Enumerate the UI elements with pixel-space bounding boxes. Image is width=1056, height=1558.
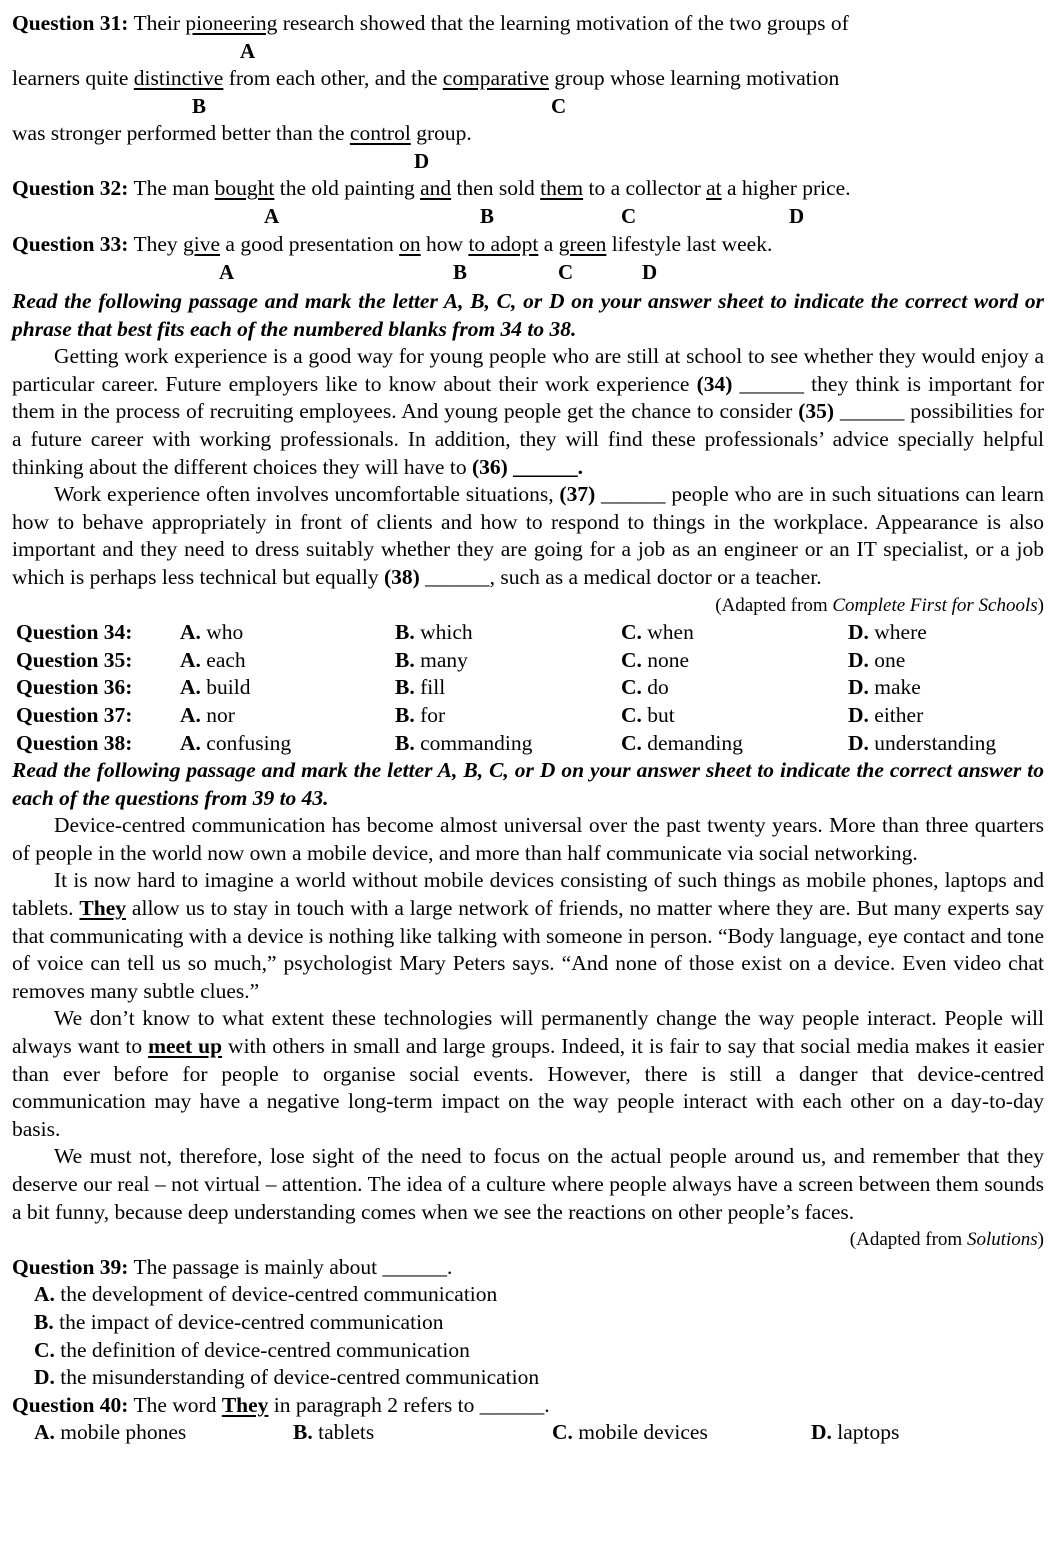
q33-letter-a: A [219,260,235,284]
q32-letter-d: D [789,204,805,228]
q31-option-a: pioneering [185,11,278,35]
q33-option-b: on [399,232,421,256]
cloze-source: (Adapted from Complete First for Schools) [715,594,1044,616]
cloze-section [12,288,1044,1447]
referent-they: They [79,896,127,921]
q31-letter-d: D [414,149,430,173]
q33-option-a: give [183,232,221,256]
q32-letter-c: C [621,204,637,228]
q31-letter-b: B [192,94,207,118]
phrase-meet-up: meet up [148,1034,223,1059]
reading-source: (Adapted from Solutions) [849,1229,1044,1251]
q40-option-d: D. laptops [811,1420,900,1445]
reading-paragraph-1: Device-centred communication has become almost universal over the past twenty years. More than three quarters of people in the world now own a mobile device, and more than half communicate via social networking. [12,813,1044,865]
q33-letter-b: B [453,260,468,284]
q31-option-d: control [349,121,411,145]
q39-option-c: C. the definition of device-centred communication [34,1337,470,1362]
cloze-options-table [12,619,1044,757]
instruction-reading: Read the following passage and mark the letter A, B, C, or D on your answer sheet to indicate the correct answer to each of the questions from 39 to 43. [12,758,1044,810]
options-row-36: Question 36: A. build B. fill C. do D. make [16,675,921,700]
q32-letter-b: B [480,204,495,228]
reading-paragraph-2: It is now hard to imagine a world without mobile devices consisting of such things as mobile phones, laptops and tablets. They allow us to stay in touch with a large network of friends, no matter where they are. But many experts say that communicating with a device is nothing like talking with someone in person. “Body language, eye contact and tone of voice can tell us so much,” psychologist Mary Peters says. “And none of those exist on a device. Even video chat removes many subtle clues.” [12,868,1044,1003]
question-39 [12,1254,1044,1392]
q32-option-c: them [540,176,584,200]
q39-option-b: B. the impact of device-centred communication [34,1309,444,1334]
q33-line: Question 33: They give a good presentation on how to adopt a green lifestyle last week. [12,232,773,256]
cloze-paragraph-1: Getting work experience is a good way for young people who are still at school to see whether they would enjoy a particular career. Future employers like to know about their work experience (34) ______ they think is important for them in the process of recruiting employees. And young people get the chance to consider (35) ______ possibilities for a future career with working professionals. In addition, they will find these professionals’ advice specially helpful thinking about the different choices they will have to (36) ______. [12,344,1044,479]
reading-paragraph-4: We must not, therefore, lose sight of the need to focus on the actual people around us, and remember that they deserve our real – not virtual – attention. The idea of a culture where people always have a screen between them sounds a bit funny, because deep understanding comes when we see the reactions on other people’s faces. [12,1144,1044,1224]
q31-option-c: comparative [442,66,550,90]
q32-option-a: bought [214,176,275,200]
q40-options [12,1419,1044,1447]
reading-paragraph-3: We don’t know to what extent these technologies will permanently change the way people interact. People will always want to meet up with others in small and large groups. Indeed, it is fair to say that social media makes it easier than ever before for people to organise social events. However, there is still a danger that device-centred communication may have a negative long-term impact on the way people interact with each other on a day-to-day basis. [12,1006,1044,1141]
q31-option-b: distinctive [133,66,224,90]
q32-line: Question 32: The man bought the old painting and then sold them to a collector at a higher price. [12,176,851,200]
options-row-38: Question 38: A. confusing B. commanding C. demanding D. understanding [16,730,997,755]
q31-letter-c: C [551,94,567,118]
q31-letter-a: A [240,39,256,63]
options-row-35: Question 35: A. each B. many C. none D. one [16,647,906,672]
q31-line2: learners quite distinctive from each other, and the comparative group whose learning motivation [12,66,840,90]
q33-option-d: green [558,232,607,256]
q31-line3: was stronger performed better than the control group. [12,121,472,145]
q39-stem: Question 39: The passage is mainly about ______. [12,1254,453,1279]
question-40 [12,1392,1044,1447]
q40-option-b: B. tablets [293,1420,375,1445]
q40-stem: Question 40: The word They in paragraph 2 refers to ______. [12,1392,550,1417]
q32-option-b: and [420,176,452,200]
q32-option-d: at [706,176,722,200]
q33-letter-d: D [642,260,658,284]
options-row-34: Question 34: A. who B. which C. when D. where [16,620,927,645]
cloze-paragraph-2: Work experience often involves uncomfortable situations, (37) ______ people who are in such situations can learn how to behave appropriately in front of clients and how to respond to things in the workplace. Appearance is also important and they need to dress suitably whether they are going for a job as an engineer or an IT specialist, or a job which is perhaps less technical but equally (38) ______, such as a medical doctor or a teacher. [12,482,1044,589]
q31-line1: Question 31: Their pioneering research showed that the learning motivation of the two groups of [12,11,849,35]
instruction-cloze: Read the following passage and mark the letter A, B, C, or D on your answer sheet to indicate the correct word or phrase that best fits each of the numbered blanks from 34 to 38. [12,289,1044,341]
q40-option-c: C. mobile devices [552,1420,708,1445]
q39-option-a: A. the development of device-centred communication [34,1282,498,1307]
q32-letter-a: A [264,204,280,228]
q39-option-d: D. the misunderstanding of device-centred communication [34,1365,540,1390]
q40-option-a: A. mobile phones [34,1420,187,1445]
options-row-37: Question 37: A. nor B. for C. but D. either [16,702,924,727]
q33-letter-c: C [558,260,574,284]
q33-option-c: to adopt [468,232,539,256]
